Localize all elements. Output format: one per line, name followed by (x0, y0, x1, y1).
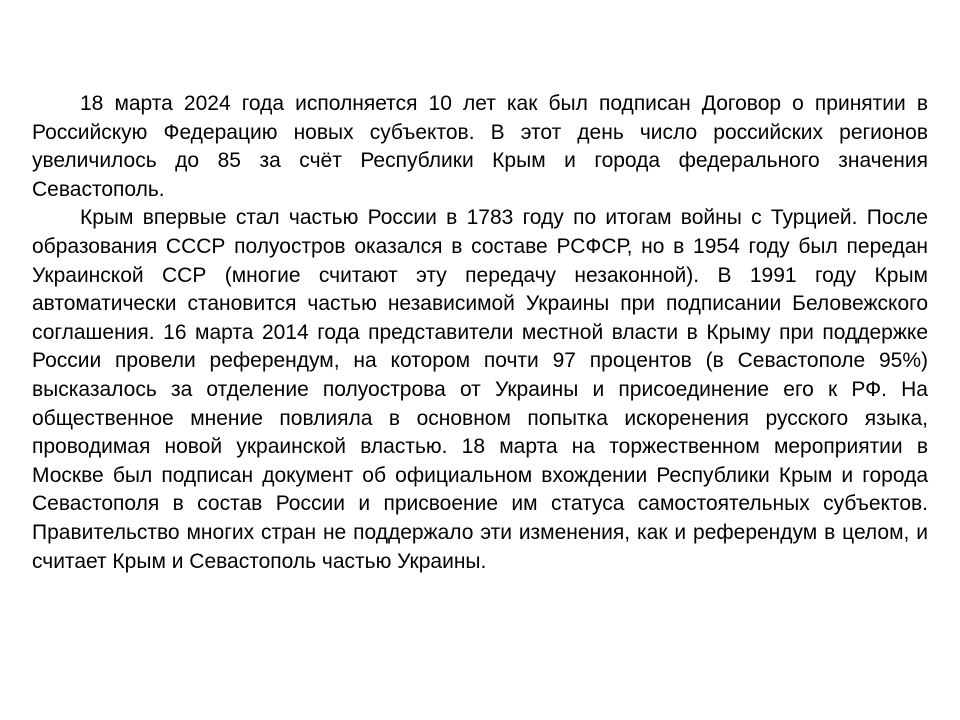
paragraph-anniversary: 18 марта 2024 года исполняется 10 лет как был подписан Договор о принятии в Российскую Федерацию новых субъектов. В этот день число российских регионов увеличилось до 85 за счёт Республики Крым и города федерального значения Севастополь. (32, 92, 928, 201)
document-text (32, 90, 928, 576)
paragraph-history: Крым впервые стал частью России в 1783 году по итогам войны с Турцией. После образования СССР полуостров оказался в составе РСФСР, но в 1954 году был передан Украинской ССР (многие считают эту передачу незаконной). В 1991 году Крым автоматически становится частью независимой Украины при подписании Беловежского соглашения. 16 марта 2014 года представители местной власти в Крыму при поддержке России провели референдум, на котором почти 97 процентов (в Севастополе 95%) высказалось за отделение полуострова от Украины и присоединение его к РФ. На общественное мнение повлияла в основном попытка искоренения русского языка, проводимая новой украинской властью. 18 марта на торжественном мероприятии в Москве был подписан документ об официальном вхождении Республики Крым и города Севастополя в состав России и присвоение им статуса самостоятельных субъектов. Правительство многих стран не поддержало эти изменения, как и референдум в целом, и считает Крым и Севастополь частью Украины. (32, 206, 928, 573)
